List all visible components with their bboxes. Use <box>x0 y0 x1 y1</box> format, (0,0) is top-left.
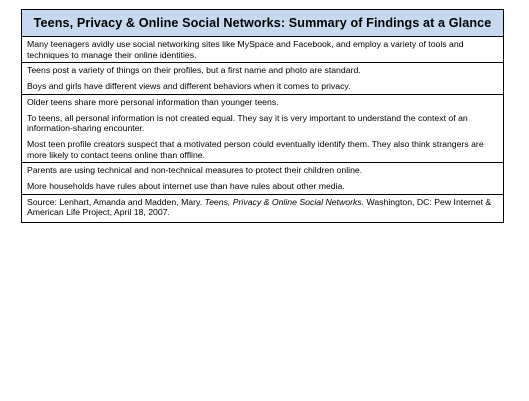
finding-group-3 <box>22 95 503 164</box>
findings-summary-box <box>21 9 504 223</box>
source-prefix: Source: Lenhart, Amanda and Madden, Mary. <box>27 196 205 207</box>
finding-group-1 <box>22 37 503 63</box>
finding-item: Parents are using technical and non-technical measures to protect their children online. <box>27 165 363 176</box>
finding-item: Teens post a variety of things on their profiles, but a first name and photo are standard. <box>27 65 361 76</box>
source-citation <box>22 195 503 222</box>
finding-item: Most teen profile creators suspect that a motivated person could eventually identify them. They also think strangers are more likely to contact teens online than offline. <box>27 138 484 160</box>
finding-item: More households have rules about internet use than have rules about other media. <box>27 181 345 192</box>
finding-group-4 <box>22 163 503 194</box>
finding-item: Older teens share more personal information than younger teens. <box>27 96 279 107</box>
finding-item: Boys and girls have different views and different behaviors when it comes to privacy. <box>27 81 351 92</box>
source-title: Teens, Privacy & Online Social Networks. <box>204 196 365 207</box>
finding-item: Many teenagers avidly use social networking sites like MySpace and Facebook, and employ a variety of tools and techniques to manage their online identities. <box>27 39 464 60</box>
source-suffix: Washington, DC: Pew Internet & American Life Project, April 18, 2007. <box>27 196 492 218</box>
finding-item: To teens, all personal information is not created equal. They say it is very important to understand the context of an information-sharing encounter. <box>27 112 468 134</box>
summary-title: Teens, Privacy & Online Social Networks: Summary of Findings at a Glance <box>22 10 503 37</box>
finding-group-2 <box>22 63 503 94</box>
